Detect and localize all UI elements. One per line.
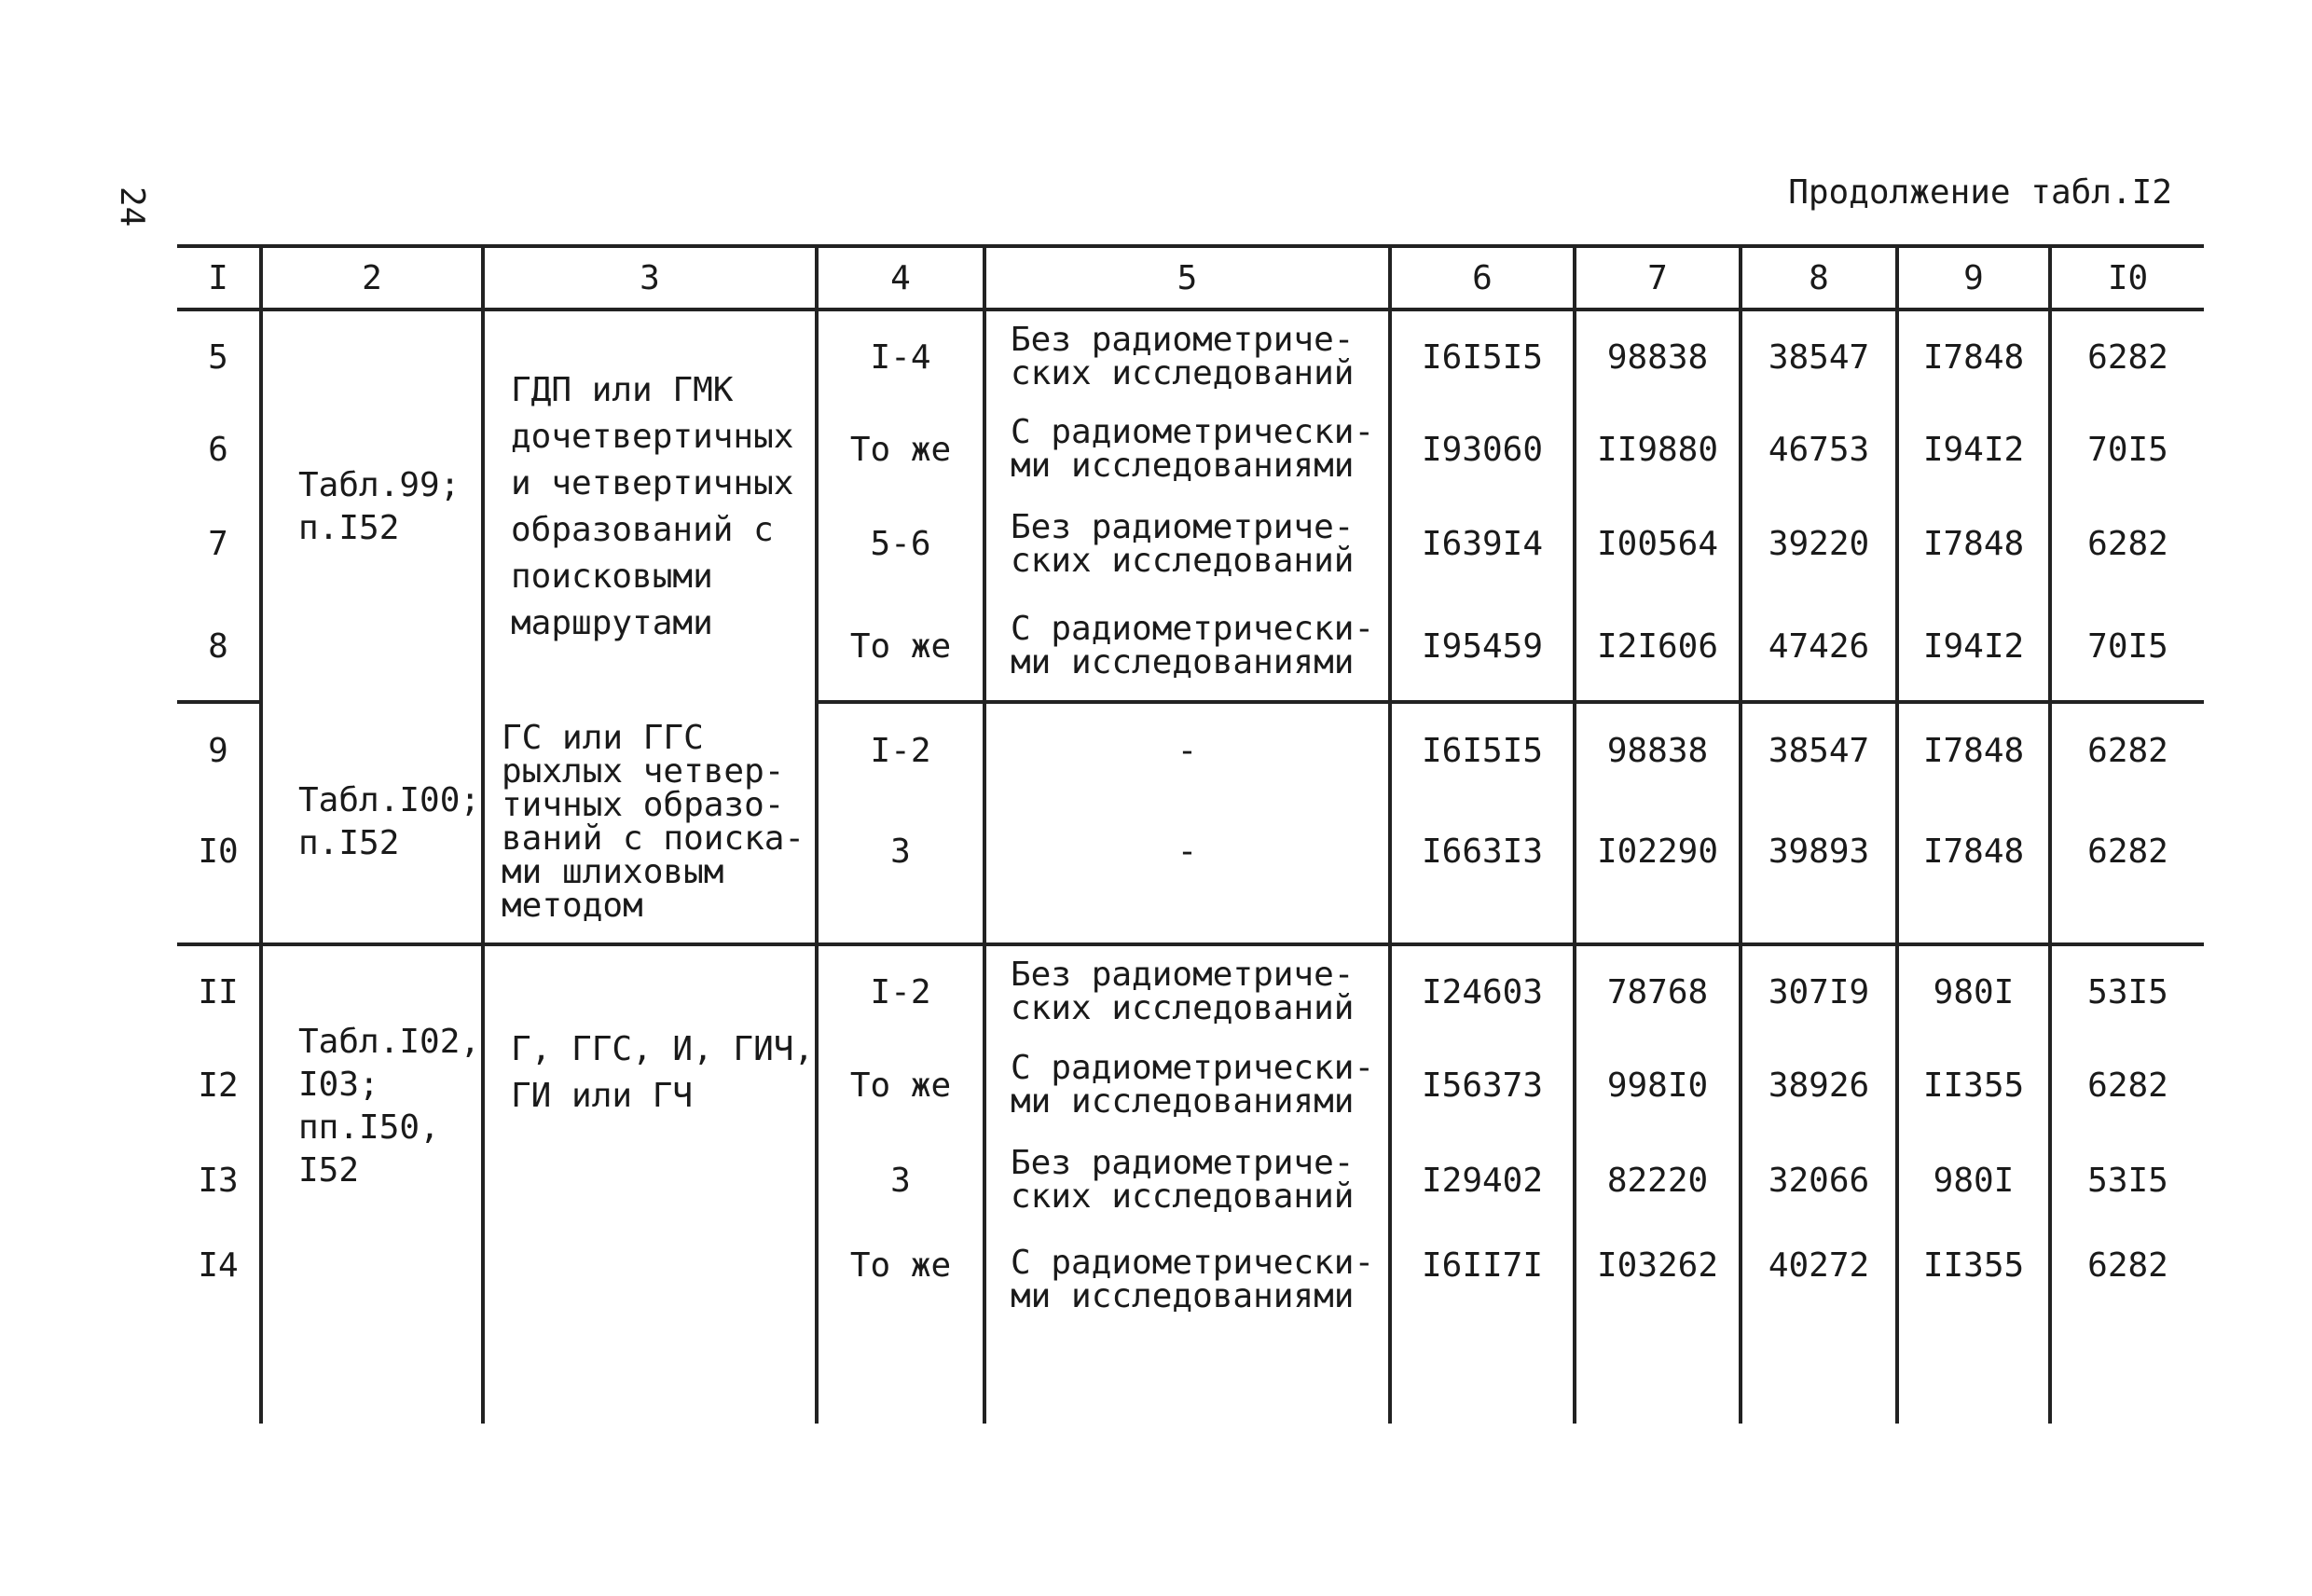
row-number: II bbox=[198, 972, 239, 1011]
value-col10: 6282 bbox=[2050, 310, 2204, 403]
value-col6: I6I5I5 bbox=[1390, 702, 1575, 797]
row-number: I3 bbox=[198, 1161, 239, 1200]
value-col10: 6282 bbox=[2050, 496, 2204, 592]
description: С радиометрически-ми исследованиями bbox=[984, 403, 1390, 496]
category: 3 bbox=[817, 797, 984, 944]
description: Без радиометриче-ских исследований bbox=[984, 944, 1390, 1038]
value-col7: 78768 bbox=[1575, 944, 1741, 1038]
value-col6: I639I4 bbox=[1390, 496, 1575, 592]
value-col9: I7848 bbox=[1897, 496, 2050, 592]
value-col10: 70I5 bbox=[2050, 403, 2204, 496]
value-col8: 32066 bbox=[1741, 1133, 1897, 1228]
value-col8: 38926 bbox=[1741, 1038, 1897, 1133]
group-object: Г, ГГС, И, ГИЧ, ГИ или ГЧ bbox=[483, 944, 817, 1424]
row-number: 7 bbox=[208, 525, 228, 563]
description: Без радиометриче-ских исследований bbox=[984, 1133, 1390, 1228]
value-col9: 980I bbox=[1897, 1133, 2050, 1228]
description: С радиометрически-ми исследованиями bbox=[984, 1228, 1390, 1424]
category: I-2 bbox=[817, 944, 984, 1038]
value-col9: I94I2 bbox=[1897, 403, 2050, 496]
value-col8: 39893 bbox=[1741, 797, 1897, 944]
value-col9: II355 bbox=[1897, 1038, 2050, 1133]
table-row bbox=[177, 310, 2204, 403]
col-header-6: 6 bbox=[1390, 246, 1575, 310]
header-row bbox=[177, 246, 2204, 310]
col-header-9: 9 bbox=[1897, 246, 2050, 310]
category: То же bbox=[817, 592, 984, 702]
col-header-2: 2 bbox=[261, 246, 483, 310]
value-col6: I6II7I bbox=[1390, 1228, 1575, 1424]
value-col10: 6282 bbox=[2050, 702, 2204, 797]
row-number: I0 bbox=[177, 797, 261, 944]
value-col8: 307I9 bbox=[1741, 944, 1897, 1038]
description: С радиометрически-ми исследованиями bbox=[984, 1038, 1390, 1133]
description: - bbox=[984, 702, 1390, 797]
value-col8: 40272 bbox=[1741, 1228, 1897, 1424]
value-col7: I00564 bbox=[1575, 496, 1741, 592]
value-col7: 98838 bbox=[1575, 702, 1741, 797]
value-col10: 53I5 bbox=[2050, 1133, 2204, 1228]
col-header-8: 8 bbox=[1741, 246, 1897, 310]
value-col8: 47426 bbox=[1741, 592, 1897, 702]
value-col7: 82220 bbox=[1575, 1133, 1741, 1228]
value-col10: 53I5 bbox=[2050, 944, 2204, 1038]
description: Без радиометриче-ских исследований bbox=[984, 496, 1390, 592]
value-col6: I663I3 bbox=[1390, 797, 1575, 944]
value-col10: 6282 bbox=[2050, 797, 2204, 944]
group-object: ГДП или ГМК дочетвертичных и четвертичных образований с поисковыми маршрутами bbox=[483, 310, 817, 702]
category: I-2 bbox=[817, 702, 984, 797]
value-col10: 6282 bbox=[2050, 1038, 2204, 1133]
category: 3 bbox=[817, 1133, 984, 1228]
value-col7: I02290 bbox=[1575, 797, 1741, 944]
value-col6: I95459 bbox=[1390, 592, 1575, 702]
value-col9: I7848 bbox=[1897, 702, 2050, 797]
row-number: 5 bbox=[208, 337, 228, 377]
value-col6: I24603 bbox=[1390, 944, 1575, 1038]
category: То же bbox=[817, 1228, 984, 1424]
data-table bbox=[177, 244, 2204, 1424]
category: То же bbox=[817, 403, 984, 496]
value-col10: 6282 bbox=[2050, 1228, 2204, 1424]
value-col9: I94I2 bbox=[1897, 592, 2050, 702]
group-reference: Табл.I02, I03; пп.I50, I52 bbox=[261, 944, 483, 1424]
table-caption: Продолжение табл.I2 bbox=[1788, 173, 2172, 212]
value-col6: I93060 bbox=[1390, 403, 1575, 496]
value-col8: 38547 bbox=[1741, 310, 1897, 403]
row-number: 8 bbox=[177, 592, 261, 702]
table-row bbox=[177, 702, 2204, 797]
row-number: 6 bbox=[208, 430, 228, 469]
category: I-4 bbox=[817, 310, 984, 403]
group-object: ГС или ГГС рыхлых четвер-тичных образо-ваний с поиска-ми шлиховым методом bbox=[483, 702, 817, 944]
value-col9: 980I bbox=[1897, 944, 2050, 1038]
row-number: I4 bbox=[198, 1246, 239, 1285]
page-number: 24 bbox=[113, 186, 151, 227]
group-reference: Табл.I00; п.I52 bbox=[261, 702, 483, 944]
col-header-4: 4 bbox=[817, 246, 984, 310]
row-number: 9 bbox=[208, 731, 228, 770]
value-col7: 98838 bbox=[1575, 310, 1741, 403]
value-col7: I2I606 bbox=[1575, 592, 1741, 702]
table-row bbox=[177, 944, 2204, 1038]
value-col9: I7848 bbox=[1897, 797, 2050, 944]
value-col9: I7848 bbox=[1897, 310, 2050, 403]
value-col6: I29402 bbox=[1390, 1133, 1575, 1228]
value-col7: 998I0 bbox=[1575, 1038, 1741, 1133]
category: 5-6 bbox=[817, 496, 984, 592]
col-header-10: I0 bbox=[2050, 246, 2204, 310]
description: - bbox=[984, 797, 1390, 944]
value-col8: 46753 bbox=[1741, 403, 1897, 496]
value-col8: 38547 bbox=[1741, 702, 1897, 797]
row-number: I2 bbox=[198, 1066, 239, 1105]
value-col6: I56373 bbox=[1390, 1038, 1575, 1133]
value-col7: I03262 bbox=[1575, 1228, 1741, 1424]
col-header-3: 3 bbox=[483, 246, 817, 310]
description: С радиометрически-ми исследованиями bbox=[984, 592, 1390, 702]
category: То же bbox=[817, 1038, 984, 1133]
value-col6: I6I5I5 bbox=[1390, 310, 1575, 403]
value-col10: 70I5 bbox=[2050, 592, 2204, 702]
value-col8: 39220 bbox=[1741, 496, 1897, 592]
col-header-5: 5 bbox=[984, 246, 1390, 310]
description: Без радиометриче-ских исследований bbox=[984, 310, 1390, 403]
col-header-1: I bbox=[177, 246, 261, 310]
group-reference: Табл.99; п.I52 bbox=[261, 310, 483, 702]
value-col7: II9880 bbox=[1575, 403, 1741, 496]
col-header-7: 7 bbox=[1575, 246, 1741, 310]
value-col9: II355 bbox=[1897, 1228, 2050, 1424]
